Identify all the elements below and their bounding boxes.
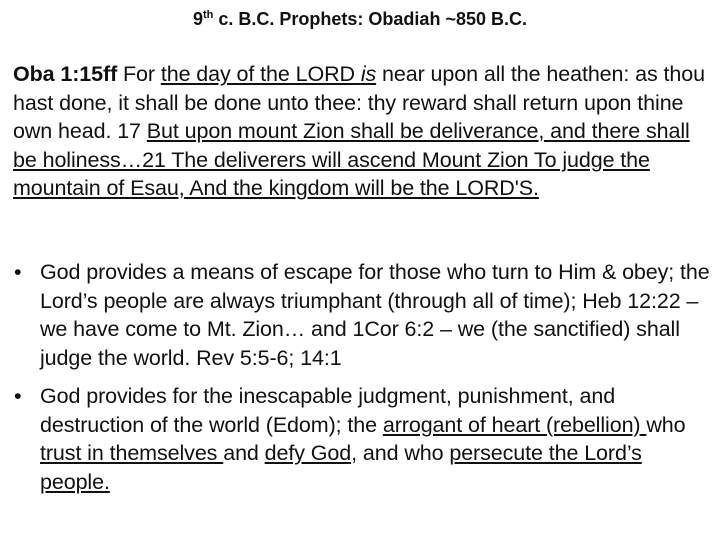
bullet-marker: • [14,384,22,408]
bullet-list [13,258,713,506]
passage-italic-is: is [360,62,377,86]
bullet-2-text-1: God provides for the inescapable judgment, punishment, and destruction of the world (Edom); the [40,384,616,437]
bullet-2-text-4: , and who [351,441,450,465]
bullet-2-underlined-trust: trust in themselves [40,441,224,465]
slide-title [0,8,720,30]
bullet-2-underlined-persecute: persecute the Lord’s people. [40,441,642,494]
title-superscript: th [203,9,214,21]
bullet-2-underlined-defy: defy God [264,441,352,465]
title-suffix: c. B.C. Prophets: Obadiah ~850 B.C. [213,9,527,29]
bullet-item-escape [13,258,713,372]
bullet-2-underlined-arrogant: arrogant of heart (rebellion) [382,412,647,437]
passage-text-2: near upon all the heathen: as thou hast done, it shall be done unto thee: thy reward shall return upon thine own head. 17 [13,62,705,143]
bullet-marker: • [14,260,22,284]
passage-reference: Oba 1:15ff [13,62,118,86]
bullet-item-judgment [13,382,713,496]
passage-text-1: For [117,62,161,86]
passage-underlined-2: But upon mount Zion shall be deliverance, and there shall be holiness…21 The deliverers will ascend Mount Zion To judge the mountain of Esau, And the kingdom will be the LORD'S. [13,119,690,200]
scripture-passage [13,60,713,203]
bullet-2-text-3: and [223,441,265,465]
bullet-text-1: God provides a means of escape for those who turn to Him & obey; the Lord’s people are always triumphant (through all of time); Heb 12:22 – we have come to Mt. Zion… and 1Cor 6:2 – we (the sanctified) shall judge the world. Rev 5:5-6; 14:1 [40,260,710,370]
passage-underlined-1: the day of the LORD [160,62,361,86]
bullet-2-text-2: who [646,412,686,437]
title-prefix: 9 [193,9,204,29]
